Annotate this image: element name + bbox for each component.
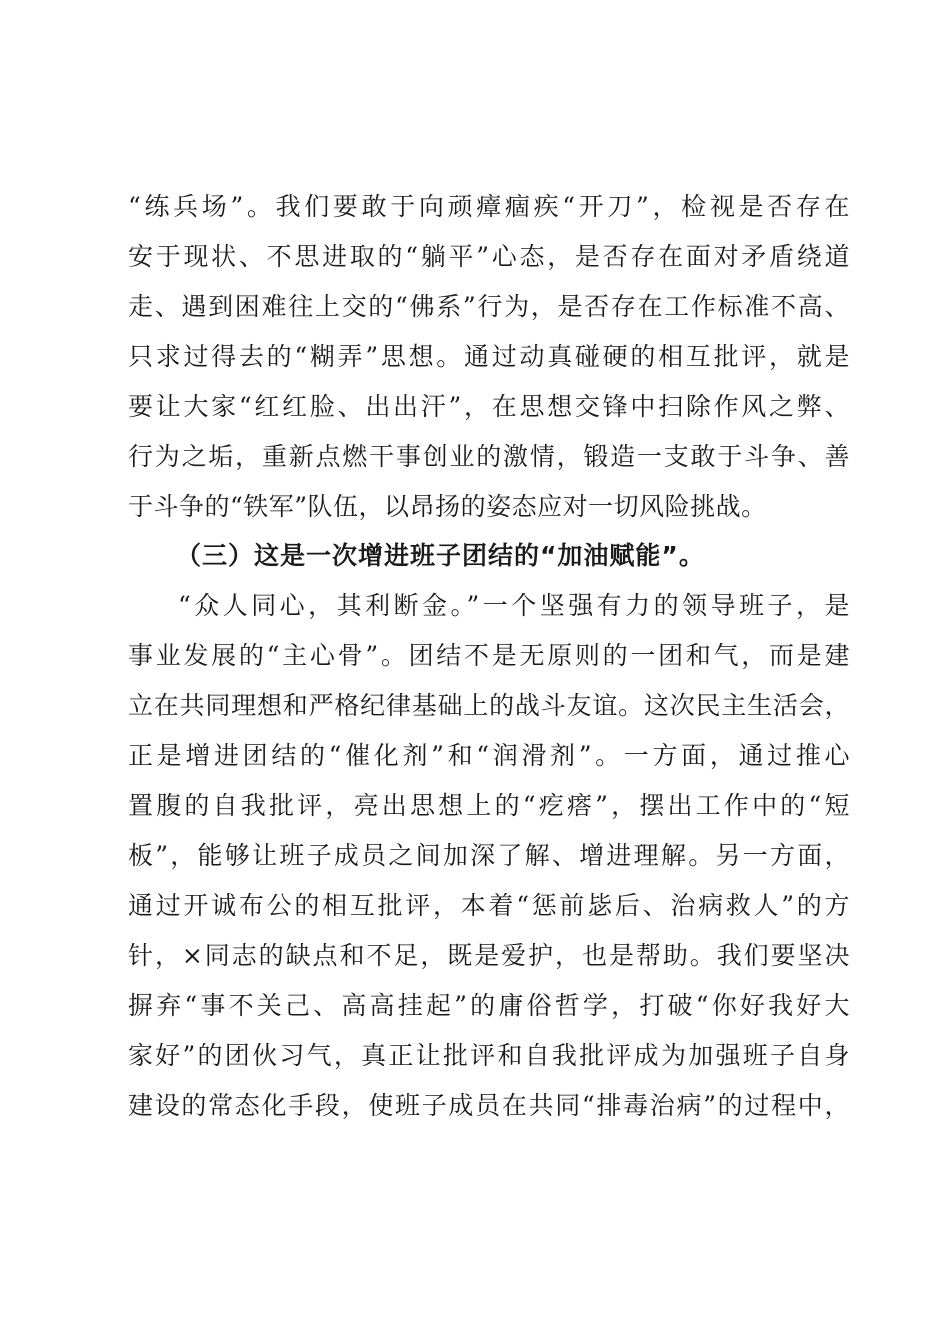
paragraph-line: 板”，能够让班子成员之间加深了解、增进理解。另一方面， bbox=[128, 841, 850, 870]
paragraph-line: 正是增进团结的“催化剂”和“润滑剂”。一方面，通过推心 bbox=[128, 741, 850, 770]
paragraph-line: 要让大家“红红脸、出出汗”，在思想交锋中扫除作风之弊、 bbox=[128, 392, 850, 421]
paragraph-line: 安于现状、不思进取的“躺平”心态，是否存在面对矛盾绕道 bbox=[128, 242, 850, 271]
paragraph-line: 针，×同志的缺点和不足，既是爱护，也是帮助。我们要坚决 bbox=[128, 941, 850, 970]
paragraph-line: 行为之垢，重新点燃干事创业的激情，锻造一支敢于斗争、善 bbox=[128, 442, 850, 471]
paragraph-line: 置腹的自我批评，亮出思想上的“疙瘩”，摆出工作中的“短 bbox=[128, 791, 850, 820]
paragraph-line: 家好”的团伙习气，真正让批评和自我批评成为加强班子自身 bbox=[128, 1041, 850, 1070]
paragraph-line: 建设的常态化手段，使班子成员在共同“排毒治病”的过程中， bbox=[128, 1091, 850, 1120]
paragraph-line: 摒弃“事不关己、高高挂起”的庸俗哲学，打破“你好我好大 bbox=[128, 991, 850, 1020]
paragraph-line: 事业发展的“主心骨”。团结不是无原则的一团和气，而是建 bbox=[128, 641, 850, 670]
paragraph-line: 只求过得去的“糊弄”思想。通过动真碰硬的相互批评，就是 bbox=[128, 342, 850, 371]
paragraph-line: “练兵场”。我们要敢于向顽瘴痼疾“开刀”，检视是否存在 bbox=[128, 192, 850, 221]
paragraph-line: 通过开诚布公的相互批评，本着“惩前毖后、治病救人”的方 bbox=[128, 891, 850, 920]
paragraph-line: 走、遇到困难往上交的“佛系”行为，是否存在工作标准不高、 bbox=[128, 292, 850, 321]
paragraph-line: 于斗争的“铁军”队伍，以昂扬的姿态应对一切风险挑战。 bbox=[128, 492, 767, 521]
paragraph-line: “众人同心，其利断金。”一个坚强有力的领导班子，是 bbox=[178, 591, 850, 620]
paragraph-line: 立在共同理想和严格纪律基础上的战斗友谊。这次民主生活会， bbox=[128, 691, 850, 720]
section-heading: （三）这是一次增进班子团结的“加油赋能”。 bbox=[176, 541, 705, 570]
